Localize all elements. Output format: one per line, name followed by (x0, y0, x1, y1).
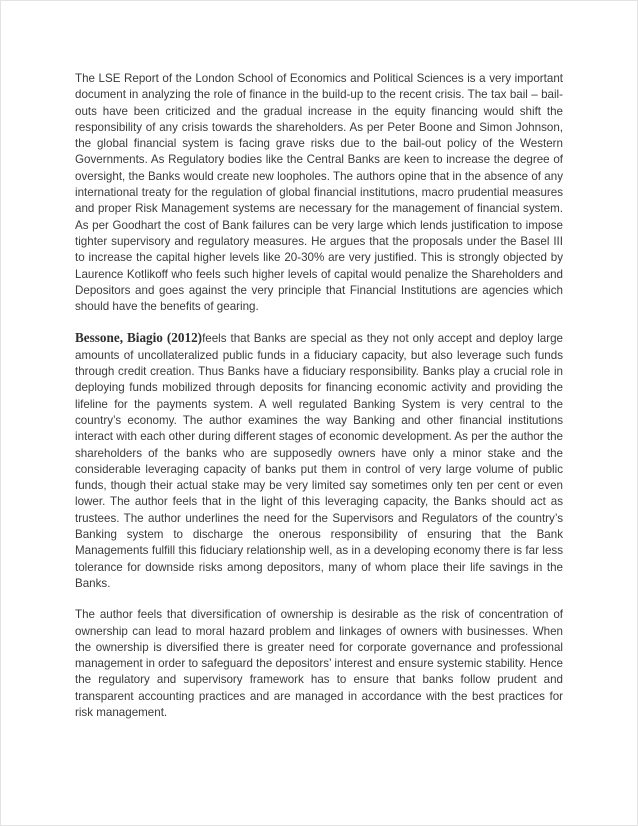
paragraph-bessone-text: feels that Banks are special as they not only accept and deploy large amounts of uncollateralized public funds in a fiduciary capacity, but also leverage such funds through credit creation. Thus Banks have a fiduciary responsibility. Banks play a crucial role in deploying funds mobilized through deposits for financing economic activity and providing the lifeline for the payments system. A well regulated Banking System is very central to the country’s economy. The author examines the way Banking and other financial institutions interact with each other during different stages of economic development. As per the author the shareholders of the banks who are supposedly owners have only a minor stake and the considerable leveraging capacity of banks put them in control of very large volume of public funds, though their actual stake may be very limited say sometimes only ten per cent or even lower. The author feels that in the light of this leveraging capacity, the Banks should act as trustees. The author underlines the need for the Supervisors and Regulators of the country’s Banking system to discharge the onerous responsibility of ensuring that the Bank Managements fulfill this fiduciary relationship well, as in a developing economy there is far less tolerance for downside risks among depositors, many of whom place their life savings in the Banks. (75, 332, 563, 590)
paragraph-lse-report: The LSE Report of the London School of Economics and Political Sciences is a very important document in analyzing the role of finance in the build-up to the recent crisis. The tax bail – bail-outs have been criticized and the gradual increase in the equity financing would shift the responsibility of any crisis towards the shareholders. As per Peter Boone and Simon Johnson, the global financial system is facing grave risks due to the bail-out policy of the Western Governments. As Regulatory bodies like the Central Banks are keen to increase the degree of oversight, the Banks would create new loopholes. The authors opine that in the absence of any international treaty for the regulation of global financial institutions, macro prudential measures and proper Risk Management systems are necessary for the management of financial system. As per Goodhart the cost of Bank failures can be very large which lends justification to impose tighter supervisory and regulatory measures. He argues that the proposals under the Basel III to increase the capital higher levels like 20-30% are very justified. This is strongly objected by Laurence Kotlikoff who feels such higher levels of capital would penalize the Shareholders and Depositors and goes against the very principle that Financial Institutions are agencies which should have the benefits of gearing. (75, 72, 563, 314)
document-body (75, 71, 563, 721)
paragraph-diversification: The author feels that diversification of ownership is desirable as the risk of concentration of ownership can lead to moral hazard problem and linkages of owners with businesses. When the ownership is diversified there is greater need for corporate governance and professional management in order to safeguard the depositors’ interest and ensure systemic stability. Hence the regulatory and supervisory framework has to ensure that banks follow prudent and transparent accounting practices and are managed in accordance with the best practices for risk management. (75, 608, 563, 719)
author-citation-bold: Bessone, Biagio (2012) (75, 330, 203, 346)
paragraph-bessone (75, 330, 563, 592)
